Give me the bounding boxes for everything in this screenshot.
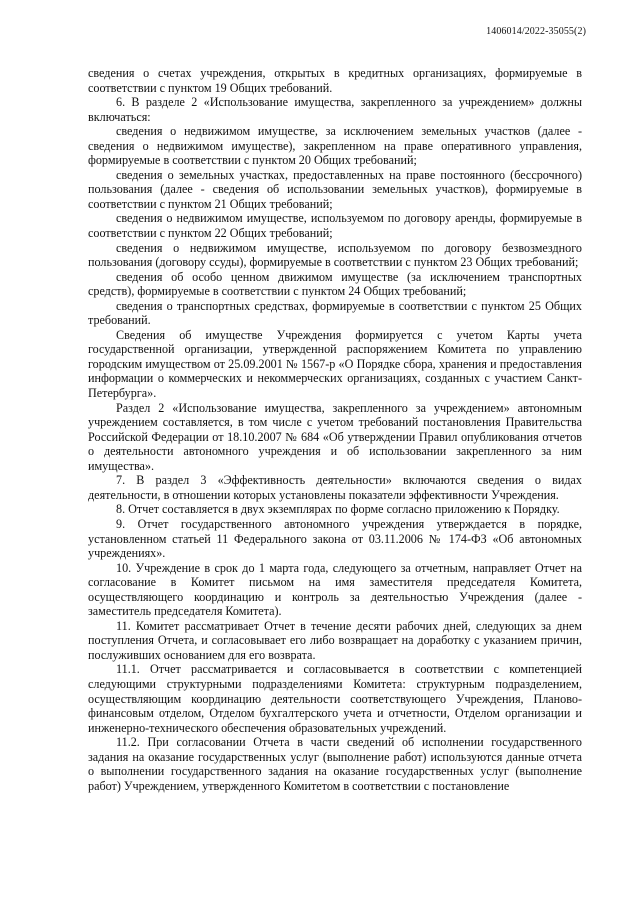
document-number: 1406014/2022-35055(2) (486, 26, 586, 37)
paragraph: 10. Учреждение в срок до 1 марта года, следующего за отчетным, направляет Отчет на согласование в Комитет письмом на имя заместителя председателя Комитета, осуществляющего координацию и контроль за деятельностью Учреждения (далее - заместитель председателя Комитета). (88, 560, 582, 619)
paragraph: 8. Отчет составляется в двух экземплярах по форме согласно приложению к Порядку. (116, 502, 560, 517)
paragraph: сведения о недвижимом имуществе, используемом по договору безвозмездного пользования (договору ссуды), формируемые в соответствии с пунктом 23 Общих требований; (88, 240, 582, 270)
paragraph: 9. Отчет государственного автономного учреждения утверждается в порядке, установленном статьей 11 Федерального закона от 03.11.2006 № 174-ФЗ «Об автономных учреждениях». (88, 516, 582, 561)
paragraph: 7. В раздел 3 «Эффективность деятельности» включаются сведения о видах деятельности, в отношении которых установлены показатели эффективности Учреждения. (88, 473, 582, 502)
paragraph: сведения о земельных участках, предоставленных на праве постоянного (бессрочного) пользования (далее - сведения об использовании земельных участков), формируемые в соответствии с пунктом 21 Общих требований; (88, 167, 582, 211)
paragraph: 11. Комитет рассматривает Отчет в течение десяти рабочих дней, следующих за днем поступления Отчета, и согласовывает его либо возвращает на доработку с указанием причин, послуживших основанием для его возврата. (88, 618, 582, 662)
paragraph: сведения о транспортных средствах, формируемые в соответствии с пунктом 25 Общих требований. (88, 298, 582, 328)
document-body (88, 66, 582, 793)
paragraph: Сведения об имуществе Учреждения формируется с учетом Карты учета государственной организации, утвержденной распоряжением Комитета по управлению городским имуществом от 25.09.2001 № 1567-р «О Порядке сбора, хранения и предоставления информации о коммерческих и некоммерческих организациях, созданных с участием Санкт-Петербурга». (88, 327, 582, 401)
paragraph: Раздел 2 «Использование имущества, закрепленного за учреждением» автономным учреждением составляется, в том числе с учетом требований постановления Правительства Российской Федерации от 18.10.2007 № 684 «Об утверждении Правил опубликования отчетов о деятельности автономного учреждения и об использовании закрепленного за ним имущества». (88, 400, 582, 473)
paragraph: 6. В разделе 2 «Использование имущества, закрепленного за учреждением» должны включаться: (88, 95, 582, 124)
paragraph: сведения о недвижимом имуществе, используемом по договору аренды, формируемые в соответствии с пунктом 22 Общих требований; (88, 211, 582, 241)
paragraph: сведения о счетах учреждения, открытых в кредитных организациях, формируемые в соответствии с пунктом 19 Общих требований. (88, 66, 582, 95)
paragraph: сведения об особо ценном движимом имуществе (за исключением транспортных средств), формируемые в соответствии с пунктом 24 Общих требований; (88, 269, 582, 299)
paragraph: сведения о недвижимом имуществе, за исключением земельных участков (далее - сведения о недвижимом имуществе), закрепленном на праве оперативного управления, формируемые в соответствии с пунктом 20 Общих требований; (88, 124, 582, 168)
paragraph: 11.1. Отчет рассматривается и согласовывается в соответствии с компетенцией следующими структурными подразделениями Комитета: структурным подразделением, осуществляющим координацию деятельности соответствующего Учреждения, Планово-финансовым отделом, Отделом бухгалтерского учета и отчетности, Отделом организации и инженерно-технического обеспечения образовательных учреждений. (88, 662, 582, 735)
paragraph: 11.2. При согласовании Отчета в части сведений об исполнении государственного задания на оказание государственных услуг (выполнение работ) используются данные отчета о выполнении государственного задания на оказание государственных услуг (выполнение работ) Учреждением, утвержденного Комитетом в соответствии с постановление (88, 735, 582, 793)
